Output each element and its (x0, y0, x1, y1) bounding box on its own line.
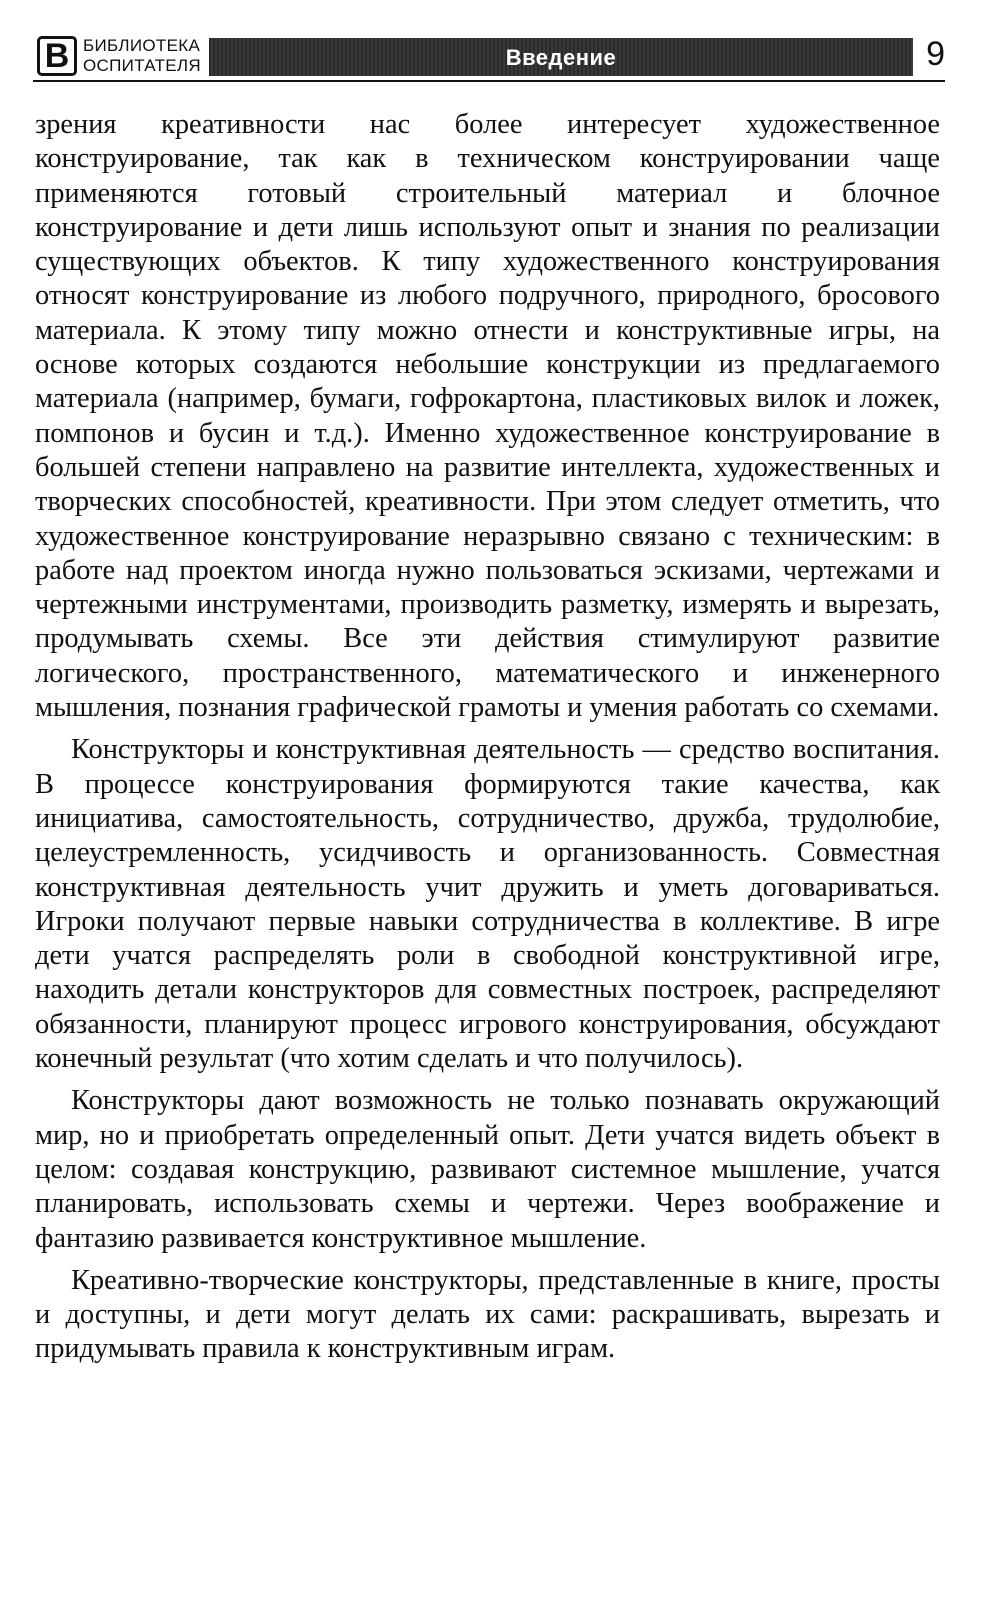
paragraph-3: Конструкторы дают возможность не только познавать окружающий мир, но и приобретать определенный опыт. Дети учатся видеть объект в целом: создавая конструкцию, развивают системное мышление, учатся планировать, использовать схемы и чертежи. Через воображение и фантазию развивается конструктивное мышление. (35, 1085, 940, 1254)
header-rule (33, 80, 945, 82)
paragraph-1: зрения креативности нас более интересует художественное конструирование, так как в техническом конструировании чаще применяются готовый строительный материал и блочное конструирование и дети лишь используют опыт и знания по реализации существующих объектов. К типу художественного конструирования относят конструирование из любого подручного, природного, бросового материала. К этому типу можно отнести и конструктивные игры, на основе которых создаются небольшие конструкции из предлагаемого материала (например, бумаги, гофрокартона, пластиковых вилок и ложек, помпонов и бусин и т.д.). Именно художественное конструирование в большей степени направлено на развитие интеллекта, художественных и творческих способностей, креативности. При этом следует отметить, что художественное конструирование неразрывно связано с техническим: в работе над проектом иногда нужно пользоваться эскизами, чертежами и чертежными инструментами, производить разметку, измерять и вырезать, продумывать схемы. Все эти действия стимулируют развитие логического, пространственного, математического и инженерного мышления, познания графической грамоты и умения работать со схемами. (35, 109, 940, 724)
logo-letter-box: В (37, 36, 77, 76)
page-header (33, 30, 945, 82)
logo-text (83, 36, 201, 76)
paragraph-2: Конструкторы и конструктивная деятельность — средство воспитания. В процессе конструирования формируются такие качества, как инициатива, самостоятельность, сотрудничество, дружба, трудолюбие, целеустремленность, усидчивость и организованность. Совместная конструктивная деятельность учит дружить и уметь договариваться. Игроки получают первые навыки сотрудничества в коллективе. В игре дети учатся распределять роли в свободной конструктивной игре, находить детали конструкторов для совместных построек, распределяют обязанности, планируют процесс игрового конструирования, обсуждают конечный результат (что хотим сделать и что получилось). (35, 734, 940, 1075)
paragraph-4: Креативно-творческие конструкторы, представленные в книге, просты и доступны, и дети могут делать их сами: раскрашивать, вырезать и придумывать правила к конструктивным играм. (35, 1264, 940, 1365)
section-title: Введение (505, 45, 617, 70)
section-title-bar (209, 38, 913, 76)
logo-line-2: ОСПИТАТЕЛЯ (83, 56, 201, 75)
series-logo (33, 30, 209, 82)
body-text (35, 108, 940, 1367)
page-number: 9 (926, 35, 945, 73)
logo-line-1: БИБЛИОТЕКА (83, 36, 201, 55)
